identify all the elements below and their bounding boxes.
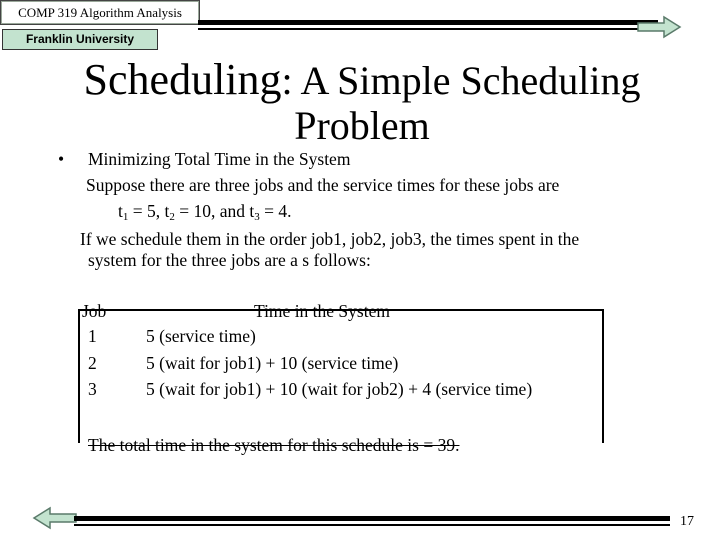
table-row-3-time: 5 (wait for job1) + 10 (wait for job2) + 4 (service time) xyxy=(146,379,533,399)
service-times-line xyxy=(118,200,292,222)
time-1: $t_1 = 5$, xyxy=(118,201,165,223)
bullet-dot: • xyxy=(58,149,65,169)
title-main: Scheduling xyxy=(83,55,282,104)
table-row-3-job: 3 xyxy=(88,379,97,399)
body-line-1: Suppose there are three jobs and the service times for these jobs are xyxy=(86,175,560,195)
page-number: 17 xyxy=(680,514,694,529)
time-3: $t_3 = 4$. xyxy=(249,201,292,223)
table-total-row: The total time in the system for this schedule is = 39. xyxy=(88,435,460,455)
top-divider xyxy=(198,20,658,25)
table-row-2-job: 2 xyxy=(88,353,97,373)
body-line-3: If we schedule them in the order job1, job2, job3, the times spent in the xyxy=(80,229,580,249)
slide-title xyxy=(72,56,652,148)
table-row-1-time: 5 (service time) xyxy=(146,326,256,346)
arrow-left-icon xyxy=(34,508,76,528)
arrow-right-icon xyxy=(638,17,680,37)
university-tag: Franklin University xyxy=(2,29,158,50)
course-tag: COMP 319 Algorithm Analysis xyxy=(0,0,200,25)
table-row-2-time: 5 (wait for job1) + 10 (service time) xyxy=(146,353,399,373)
time-2: $t_2 = 10$, and xyxy=(164,201,250,223)
next-slide-arrow[interactable] xyxy=(636,15,682,39)
title-rest: : A Simple Scheduling Problem xyxy=(281,58,641,149)
prev-slide-arrow[interactable] xyxy=(32,506,78,530)
bullet-heading: Minimizing Total Time in the System xyxy=(88,149,351,169)
top-divider-thin xyxy=(198,28,668,30)
bottom-divider xyxy=(74,516,670,521)
table-header-job: Job xyxy=(82,301,107,321)
body-line-4: system for the three jobs are a s follows: xyxy=(88,250,371,270)
table-row-1-job: 1 xyxy=(88,326,97,346)
bottom-divider-thin xyxy=(74,524,670,526)
table-header-time: Time in the System xyxy=(254,301,390,321)
